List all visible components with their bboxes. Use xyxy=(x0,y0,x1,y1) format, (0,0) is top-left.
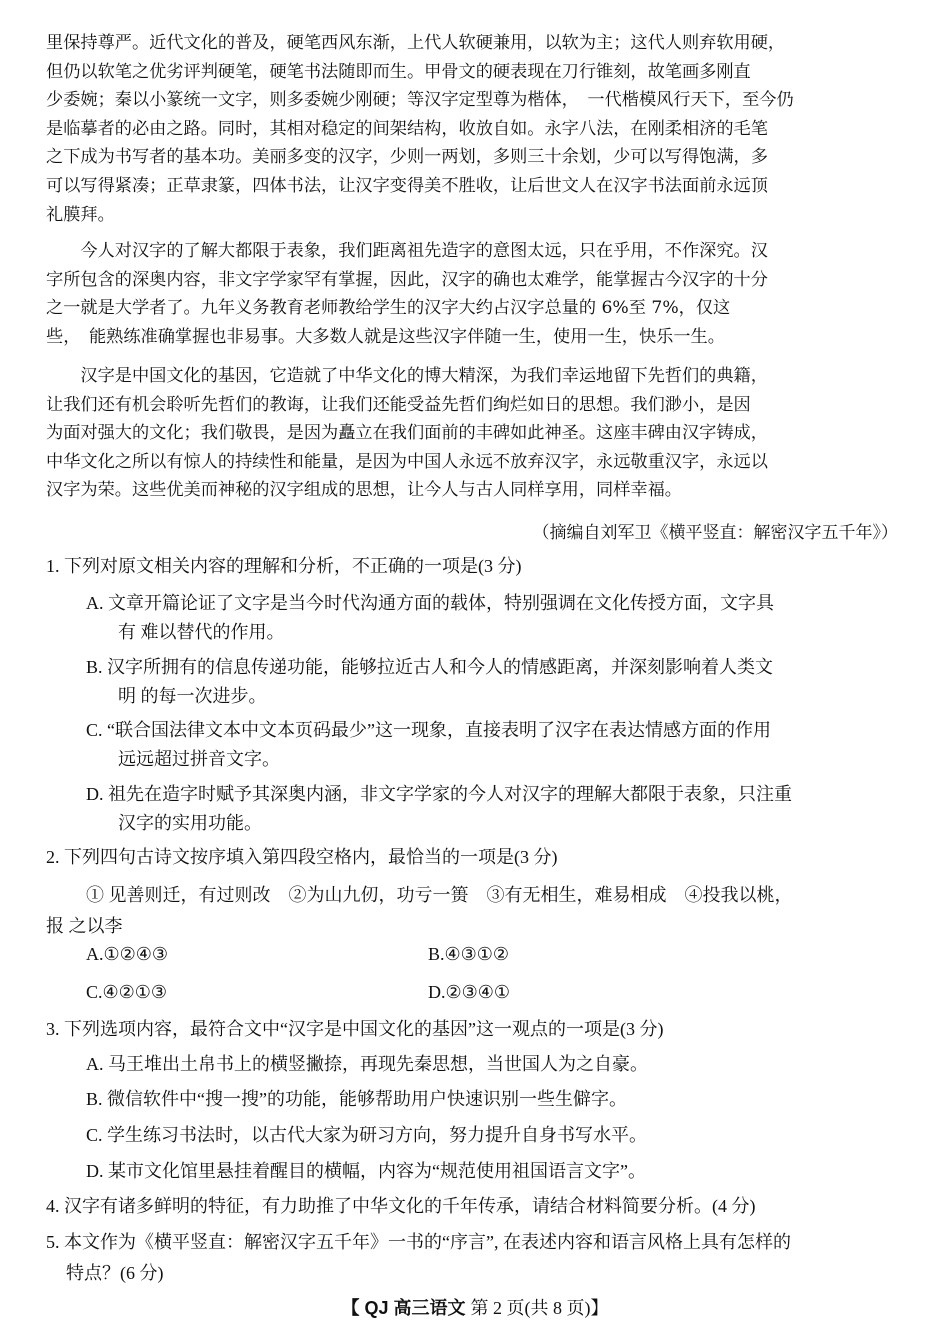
question-text: 5. 本文作为《横平竖直：解密汉字五千年》一书的“序言”, 在表述内容和语言风格上具有怎样的 xyxy=(46,1232,791,1252)
passage-paragraph-1 xyxy=(46,29,908,229)
question-2-option-c: C.④②①③ xyxy=(86,982,168,1002)
option-text: D. 祖先在造字时赋予其深奥内涵，非文字学家的今人对汉字的理解大都限于表象，只注重 xyxy=(86,784,792,804)
text-line: 但仍以软笔之优劣评判硬笔，硬笔书法随即而生。甲骨文的硬表现在刀行锥刻，故笔画多刚直 xyxy=(46,61,751,82)
question-1-option-d xyxy=(86,780,906,838)
question-text: 2. 下列四句古诗文按序填入第四段空格内，最恰当的一项是(3 分) xyxy=(46,847,558,867)
question-4-stem xyxy=(46,1191,908,1222)
option-text: A. 文章开篇论证了文字是当今时代沟通方面的载体，特别强调在文化传授方面，文字具 xyxy=(86,593,774,613)
passage-paragraph-2 xyxy=(46,237,908,351)
question-text: ① 见善则迁，有过则改 ②为山九仞，功亏一篑 ③有无相生，难易相成 ④投我以桃， xyxy=(86,885,793,905)
text-line: 让我们还有机会聆听先哲们的教诲，让我们还能受益先哲们绚烂如日的思想。我们渺小，是因 xyxy=(46,394,751,415)
option-text: C. “联合国法律文本中文本页码最少”这一现象，直接表明了汉字在表达情感方面的作用 xyxy=(86,720,771,740)
text-line: 少委婉；秦以小篆统一文字，则多委婉少刚硬；等汉字定型尊为楷体， 一代楷模风行天下，至今仍 xyxy=(46,90,794,111)
question-2-option-a: A.①②④③ xyxy=(86,944,169,964)
question-3-option-b: B. 微信软件中“搜一搜”的功能，能够帮助用户快速识别一些生僻字。 xyxy=(86,1089,627,1109)
text-line: 之下成为书写者的基本功。美丽多变的汉字，少则一两划，多则三十余划，少可以写得饱满，多 xyxy=(46,147,768,168)
question-1-stem xyxy=(46,551,908,582)
text-line: 字所包含的深奥内容，非文字学家罕有掌握，因此，汉字的确也太难学，能掌握古今汉字的十分 xyxy=(46,269,768,290)
option-text: B. 汉字所拥有的信息传递功能，能够拉近古人和今人的情感距离，并深刻影响着人类文 xyxy=(86,657,774,677)
question-3-option-c: C. 学生练习书法时，以古代大家为研习方向，努力提升自身书写水平。 xyxy=(86,1125,648,1145)
question-3-option-a: A. 马王堆出土帛书上的横竖撇捺，再现先秦思想，当世国人为之自豪。 xyxy=(86,1054,648,1074)
question-2-option-d: D.②③④① xyxy=(428,982,511,1002)
text-line: 汉字为荣。这些优美而神秘的汉字组成的思想，让今人与古人同样享用，同样幸福。 xyxy=(46,480,682,501)
question-1-option-b xyxy=(86,653,906,711)
page-footer xyxy=(0,1294,950,1320)
text-line: 为面对强大的文化；我们敬畏，是因为矗立在我们面前的丰碑如此神圣。这座丰碑由汉字铸成， xyxy=(46,423,768,444)
question-1-option-c xyxy=(86,716,906,774)
question-text: 报 之以李 xyxy=(46,916,123,936)
passage-source: （摘编自刘军卫《横平竖直：解密汉字五千年》） xyxy=(532,523,898,542)
question-1-option-a xyxy=(86,589,906,647)
text-line: 之一就是大学者了。九年义务教育老师教给学生的汉字大约占汉字总量的 6%至 7%，仅这 xyxy=(46,298,731,319)
option-text: 汉字的实用功能。 xyxy=(118,813,262,833)
text-line: 今人对汉字的了解大都限于表象，我们距离祖先造字的意图太远，只在乎用，不作深究。汉 xyxy=(46,241,768,261)
passage-paragraph-3 xyxy=(46,362,908,505)
question-text: 3. 下列选项内容，最符合文中“汉字是中国文化的基因”这一观点的一项是(3 分) xyxy=(46,1019,664,1039)
text-line: 中华文化之所以有惊人的持续性和能量，是因为中国人永远不放弃汉字，永远敬重汉字，永远以 xyxy=(46,451,768,472)
option-text: 远远超过拼音文字。 xyxy=(118,749,280,769)
text-line: 是临摹者的必由之路。同时，其相对稳定的间架结构，收放自如。永字八法，在刚柔相济的毛笔 xyxy=(46,118,768,139)
text-line: 礼膜拜。 xyxy=(46,204,115,225)
text-line: 汉字是中国文化的基因，它造就了中华文化的博大精深，为我们幸运地留下先哲们的典籍， xyxy=(46,366,768,386)
question-5-stem xyxy=(46,1227,908,1289)
question-3-option-d: D. 某市文化馆里悬挂着醒目的横幅，内容为“规范使用祖国语言文字”。 xyxy=(86,1161,646,1181)
text-line: 些， 能熟练准确掌握也非易事。大多数人就是这些汉字伴随一生，使用一生，快乐一生。 xyxy=(46,326,725,347)
question-2-items xyxy=(46,880,908,942)
text-line: 可以写得紧凑；正草隶篆，四体书法，让汉字变得美不胜收，让后世文人在汉字书法面前永远顶 xyxy=(46,175,768,196)
option-text: 明 的每一次进步。 xyxy=(118,686,267,706)
footer-label: 【 QJ 高三语文 xyxy=(341,1298,466,1318)
question-2-option-b: B.④③①② xyxy=(428,944,510,964)
question-3-stem xyxy=(46,1014,908,1045)
question-text: 1. 下列对原文相关内容的理解和分析，不正确的一项是(3 分) xyxy=(46,556,522,576)
question-text: 特点？(6 分) xyxy=(66,1263,164,1283)
question-2-stem xyxy=(46,842,908,873)
question-text: 4. 汉字有诸多鲜明的特征，有力助推了中华文化的千年传承，请结合材料简要分析。(4 分) xyxy=(46,1196,756,1216)
footer-page-number: 第 2 页(共 8 页)】 xyxy=(470,1298,609,1318)
text-line: 里保持尊严。近代文化的普及，硬笔西风东渐，上代人软硬兼用，以软为主；这代人则弃软用硬， xyxy=(46,33,786,53)
option-text: 有 难以替代的作用。 xyxy=(118,622,285,642)
